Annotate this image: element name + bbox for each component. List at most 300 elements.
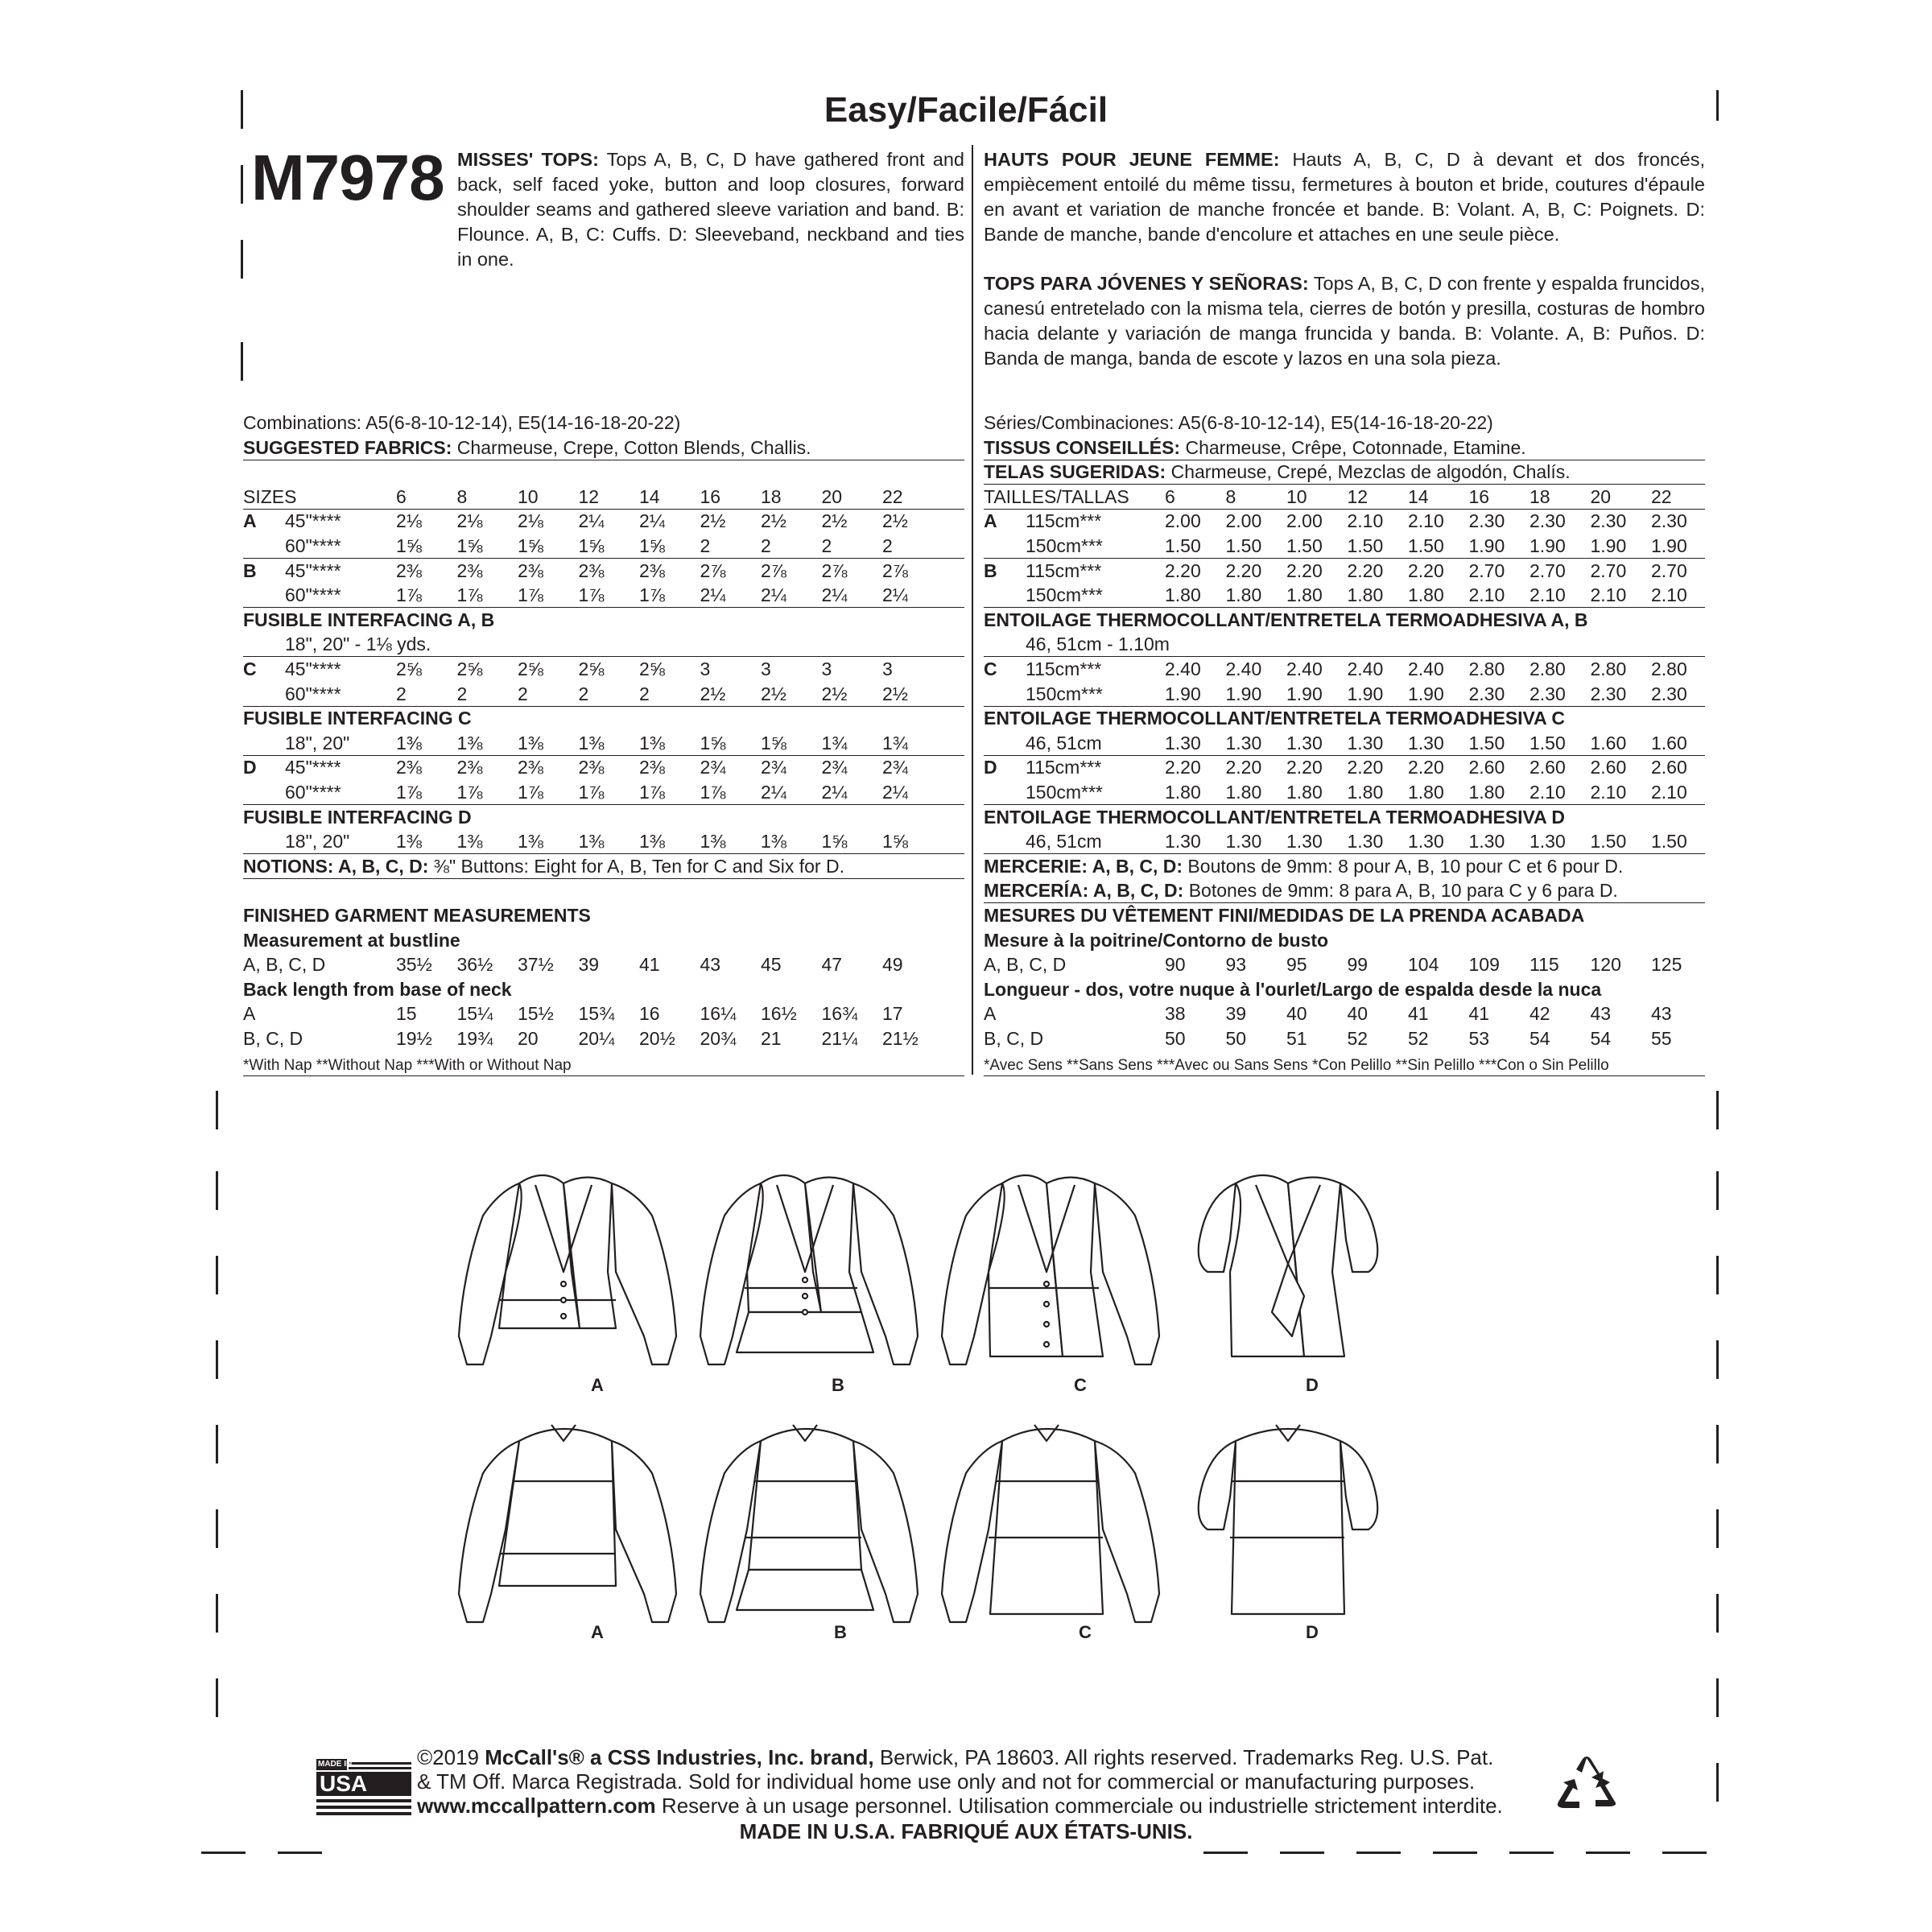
table-cell: 2.70 [1530,559,1566,581]
table-cell: 109 [1468,954,1500,976]
views-label: A [984,1003,997,1025]
back-length-row [243,1026,964,1051]
table-cell: 19½ [396,1028,432,1049]
table-cell: 1⅝ [821,831,848,852]
pattern-code: M7978 [251,142,444,213]
figure-label: B [832,1375,844,1395]
table-cell: 49 [882,954,903,976]
website-link[interactable]: www.mccallpattern.com [417,1794,656,1818]
table-cell: 2¼ [639,510,665,532]
view-c-front [942,1175,1159,1364]
table-cell: 2.10 [1530,782,1566,803]
table-cell: 20¼ [578,1028,615,1049]
table-cell: 2.00 [1286,510,1323,532]
table-cell: 1.50 [1347,535,1384,556]
table-cell: 1.50 [1530,732,1566,753]
table-row [243,559,964,583]
table-cell: 2.20 [1225,559,1262,581]
mercerie-line [984,854,1705,878]
fabric-width: 150cm*** [1026,584,1103,606]
finished-heading [984,903,1705,927]
table-cell: 1.50 [1408,535,1444,556]
table-cell: 1¾ [821,732,848,753]
table-cell: 1.80 [1225,584,1262,606]
description-spanish [984,271,1705,371]
table-cell: 2½ [882,683,908,704]
mercerie-text: Boutons de 9mm: 8 pour A, B, 10 pour C et 6 pour D. [1183,855,1624,877]
back-length-row [984,1001,1705,1026]
table-cell: 2.20 [1347,559,1384,581]
table-cell: 20½ [639,1028,675,1049]
description-french [984,147,1705,247]
finished-label: MESURES DU VÊTEMENT FINI/MEDIDAS DE LA PRENDA ACABADA [984,905,1585,926]
table-cell: 1⅞ [456,782,483,803]
table-cell: 1⅜ [396,732,422,753]
fabric-width: 150cm*** [1026,535,1103,556]
figure-label: D [1306,1622,1319,1642]
views-label: A [243,1003,256,1025]
table-cell: 2⅛ [396,510,422,532]
table-row [984,534,1705,559]
table-cell: 21½ [882,1028,919,1049]
table-cell: 2.00 [1165,510,1201,532]
view-letter: D [243,757,257,778]
table-cell: 2.10 [1347,510,1384,532]
table-cell: 2½ [700,510,726,532]
fabric-width: 115cm*** [1026,510,1102,532]
table-cell: 41 [1468,1003,1490,1025]
table-cell: 1⅝ [518,535,543,556]
table-cell: 16½ [761,1003,797,1025]
description-text: Tops A, B, C, D have gathered front and back, self faced yoke, button and loop closures, forward shoulder seams and gathered sleeve variation and band. B: Flounce. A, B, C: Cuffs. D: Sleeveband, neckband and ties in one. [457,149,964,270]
table-cell: 2⅝ [578,658,605,679]
table-cell: 8 [456,485,468,507]
table-cell: 2.30 [1590,510,1627,532]
table-cell: 1⅝ [882,831,908,852]
description-text: Hauts A, B, C, D à devant et dos froncés, empiècement entoilé du même tissu, fermetures à bouton et bride, coutures d'épaule en avant et variation de manche froncée et bande. B: Volant. A, B, C: Poignets. D: Bande de manche, bande d'encolure et attaches en une seule pièce. [984,149,1706,245]
table-cell: 2.30 [1468,683,1505,704]
table-cell: 1⅞ [578,782,605,803]
table-cell: 2.10 [1651,782,1687,803]
table-cell: 2¾ [821,757,848,778]
description-text: Tops A, B, C, D con frente y espalda fruncidos, canesú entretelado con la misma tela, cierres de botón y presilla, costuras de hombro hacia delante y variación de manga fruncida y banda. B: Volante. A, B: Puños. D: Banda de manga, banda de escote y lazos en una sola pieza. [984,273,1705,369]
table-cell: 43 [1590,1003,1612,1025]
table-cell: 2.20 [1408,559,1444,581]
table-row [243,829,964,854]
table-cell: 1⅜ [639,831,665,852]
interfacing-heading: ENTOILAGE THERMOCOLLANT/ENTRETELA TERMOADHESIVA A, B [984,609,1588,630]
table-cell: 2 [700,535,711,556]
view-a-back [459,1425,676,1622]
table-cell: 52 [1408,1028,1429,1049]
table-cell: 45 [761,954,782,976]
table-cell: 1.80 [1286,584,1323,606]
table-cell: 18 [1530,485,1550,507]
fabric-width: 45"**** [285,658,341,679]
bust-row [984,952,1705,976]
table-cell: 1⅜ [578,831,605,852]
table-cell: 54 [1590,1028,1612,1049]
table-cell: 1¾ [882,732,908,753]
footer-line-3: www.mccallpattern.com Reserve à un usage personnel. Utilisation commerciale ou industrielle strictement interdite. [417,1794,1503,1818]
interfacing-heading-row [243,805,964,829]
table-cell: 2.60 [1590,757,1627,778]
table-cell: 3 [761,658,771,679]
table-cell: 12 [1347,485,1368,507]
table-cell: 1⅞ [578,584,605,606]
fabric-width: 18", 20" - 1⅛ yds. [285,634,431,655]
table-cell: 1⅝ [761,732,786,753]
table-row [243,682,964,707]
table-cell: 55 [1651,1028,1672,1049]
table-cell: 12 [578,485,600,507]
table-cell: 2 [882,535,893,556]
table-cell: 39 [1225,1003,1247,1025]
table-cell: 1⅜ [761,831,786,852]
finished-heading [243,903,964,927]
table-cell: 1.30 [1165,732,1201,753]
bust-row [243,952,964,976]
figure-label: D [1306,1375,1319,1395]
table-cell: 2⅜ [456,757,483,778]
table-row [984,509,1705,533]
fabrics-line [243,436,964,460]
table-cell: 1.30 [1408,732,1444,753]
combinations: Combinations: A5(6-8-10-12-14), E5(14-16-18-20-22) [243,412,681,433]
table-cell: 2¼ [882,782,908,803]
table-row [984,657,1705,681]
table-cell: 1⅝ [639,535,665,556]
merceria-label: MERCERÍA: A, B, C, D: [984,880,1184,902]
footnote: *Avec Sens **Sans Sens ***Avec ou Sans Sens *Con Pelillo **Sin Pelillo ***Con o Sin Pelillo [984,1056,1609,1074]
view-a-front [459,1175,676,1364]
footnote-row [984,1051,1705,1076]
copyright-footer [417,1745,1552,1818]
table-cell: 15¾ [578,1003,615,1025]
table-cell: 1⅜ [518,831,543,852]
table-cell: 1.50 [1468,732,1505,753]
table-cell: 2¼ [882,584,908,606]
table-cell: 2.80 [1651,658,1687,679]
fabric-width: 115cm*** [1026,757,1102,778]
table-cell: 1⅞ [639,782,665,803]
table-cell: 14 [639,485,660,507]
fabric-width: 60"**** [285,584,341,606]
table-row [243,755,964,779]
figure-label: C [1074,1375,1087,1395]
table-cell: 1⅝ [700,732,726,753]
table-cell: 2 [518,683,528,704]
table-cell: 2⅝ [396,658,422,679]
table-cell: 2⅝ [639,658,665,679]
description-heading: HAUTS POUR JEUNE FEMME: [984,149,1280,170]
table-cell: 2 [456,683,468,704]
sizes-header-row [984,485,1705,510]
table-cell: 2⅜ [578,757,605,778]
view-letter: D [984,757,997,778]
table-cell: 20 [821,485,843,507]
table-cell: 20 [518,1028,539,1049]
table-cell: 2¼ [578,510,605,532]
table-cell: 10 [1286,485,1307,507]
table-cell: 2 [821,535,832,556]
table-cell: 99 [1347,954,1368,976]
table-cell: 1⅜ [578,732,605,753]
table-cell: 2 [761,535,771,556]
table-row [984,583,1705,608]
table-cell: 1.30 [1165,831,1201,852]
table-cell: 115 [1530,954,1559,976]
table-cell: 2.30 [1468,510,1505,532]
footnote: *With Nap **Without Nap ***With or Without Nap [243,1056,572,1074]
table-cell: 1.80 [1347,584,1384,606]
table-cell: 1.50 [1225,535,1262,556]
fabric-width: 46, 51cm - 1.10m [1026,634,1170,655]
table-cell: 54 [1530,1028,1550,1049]
table-cell: 2⅞ [882,559,908,581]
table-row [984,780,1705,805]
views-label: A, B, C, D [243,954,326,976]
view-letter: A [984,510,997,532]
table-cell: 2.20 [1286,757,1323,778]
table-cell: 2.80 [1530,658,1566,679]
column-divider [972,145,973,1075]
table-cell: 1.30 [1408,831,1444,852]
table-cell: 104 [1408,954,1439,976]
table-cell: 2.10 [1590,584,1627,606]
table-cell: 2½ [761,683,786,704]
table-cell: 1.90 [1286,683,1323,704]
table-cell: 2.70 [1651,559,1687,581]
table-cell: 1.90 [1468,535,1505,556]
table-cell: 1⅜ [639,732,665,753]
table-cell: 1⅜ [700,831,726,852]
fabrics-line-fr [984,436,1705,460]
table-cell: 2¾ [700,757,726,778]
description-heading: MISSES' TOPS: [457,149,599,170]
table-cell: 1.90 [1165,683,1201,704]
table-cell: 2½ [882,510,908,532]
table-cell: 2.10 [1590,782,1627,803]
badge-top-text: MADE IN [318,1760,353,1769]
table-cell: 2⅝ [456,658,483,679]
table-cell: 1.90 [1590,535,1627,556]
table-cell: 2.30 [1590,683,1627,704]
table-cell: 2⅜ [639,757,665,778]
table-cell: 90 [1165,954,1186,976]
table-row [243,534,964,559]
notions-label: NOTIONS: A, B, C, D: [243,855,429,877]
table-cell: 2.10 [1530,584,1566,606]
table-cell: 1.90 [1225,683,1262,704]
table-cell: 1.80 [1225,782,1262,803]
table-cell: 1⅞ [396,782,422,803]
view-b-front [700,1175,918,1364]
table-cell: 2.60 [1468,757,1505,778]
table-cell: 2⅜ [639,559,665,581]
fabrics-line-es [984,460,1705,485]
table-cell: 37½ [518,954,554,976]
table-cell: 1.80 [1286,782,1323,803]
figure-label: C [1079,1622,1092,1642]
table-cell: 21¼ [821,1028,858,1049]
fabric-width: 60"**** [285,535,341,556]
table-row [984,731,1705,756]
view-c-back [942,1425,1159,1622]
fabric-width: 18", 20" [285,732,350,753]
table-cell: 1⅝ [396,535,422,556]
back-heading [243,977,964,1001]
table-cell: 2¾ [882,757,908,778]
table-cell: 2.30 [1651,510,1687,532]
table-cell: 1⅞ [518,782,543,803]
table-cell: 2.80 [1590,658,1627,679]
fabric-width: 18", 20" [285,831,350,852]
table-cell: 2.20 [1347,757,1384,778]
back-label: Longueur - dos, votre nuque à l'ourlet/Largo de espalda desde la nuca [984,978,1602,1000]
footer-line-1: ©2019 McCall's® a CSS Industries, Inc. brand, Berwick, PA 18603. All rights reserved. Trademarks Reg. U.S. Pat. [417,1745,1494,1769]
interfacing-heading: ENTOILAGE THERMOCOLLANT/ENTRETELA TERMOADHESIVA D [984,806,1565,828]
interfacing-heading-row [984,706,1705,730]
table-cell: 41 [1408,1003,1429,1025]
table-cell: 1.50 [1651,831,1687,852]
table-cell: 1.80 [1408,584,1444,606]
fabrics-text: Charmeuse, Crepé, Mezclas de algodón, Chalís. [1166,461,1571,483]
table-cell: 2¾ [761,757,786,778]
table-cell: 17 [882,1003,903,1025]
table-cell: 2⅜ [456,559,483,581]
fabric-width: 115cm*** [1026,658,1102,679]
interfacing-heading: FUSIBLE INTERFACING A, B [243,609,495,630]
description-english [457,147,964,272]
table-cell: 1.30 [1347,831,1384,852]
table-cell: 2⅞ [761,559,786,581]
fabric-width: 45"**** [285,559,341,581]
table-cell: 2.20 [1408,757,1444,778]
views-label: A, B, C, D [984,954,1067,976]
fabric-width: 150cm*** [1026,782,1103,803]
finished-label: FINISHED GARMENT MEASUREMENTS [243,905,591,926]
interfacing-heading: FUSIBLE INTERFACING C [243,708,472,729]
table-cell: 2.60 [1651,757,1687,778]
interfacing-heading-row [243,706,964,730]
table-cell: 2.40 [1225,658,1262,679]
table-cell: 1.80 [1165,782,1201,803]
table-cell: 20 [1590,485,1612,507]
bust-heading [984,928,1705,952]
table-cell: 2.30 [1530,510,1566,532]
table-cell: 2⅝ [518,658,543,679]
bust-label: Mesure à la poitrine/Contorno de busto [984,929,1329,951]
figure-label: A [591,1622,604,1642]
table-cell: 95 [1286,954,1307,976]
table-row [243,731,964,756]
table-cell: 1.50 [1286,535,1323,556]
table-cell: 16¾ [821,1003,858,1025]
combinations: Séries/Combinaciones: A5(6-8-10-12-14), E5(14-16-18-20-22) [984,412,1493,433]
combinations-line [984,411,1705,435]
back-heading [984,977,1705,1001]
table-cell: 2⅞ [821,559,848,581]
fabrics-label: SUGGESTED FABRICS: [243,436,452,458]
table-cell: 2½ [700,683,726,704]
table-cell: 1.50 [1590,831,1627,852]
view-letter: C [243,658,257,679]
fabric-width: 60"**** [285,683,341,704]
table-cell: 2.20 [1225,757,1262,778]
table-row [243,780,964,805]
fabric-width: 46, 51cm [1026,732,1102,753]
table-cell: 1⅞ [518,584,543,606]
table-cell: 2 [578,683,589,704]
back-length-row [243,1001,964,1026]
table-cell: 6 [396,485,407,507]
table-cell: 1.30 [1468,831,1505,852]
table-cell: 2¼ [761,584,786,606]
table-cell: 2.30 [1530,683,1566,704]
table-cell: 1.30 [1530,831,1566,852]
table-cell: 40 [1286,1003,1307,1025]
fabrics-label: TISSUS CONSEILLÉS: [984,436,1181,458]
table-cell: 2.80 [1468,658,1505,679]
table-cell: 2¼ [761,782,786,803]
merceria-line [984,878,1705,903]
table-cell: 1.90 [1408,683,1444,704]
figure-label: A [591,1375,604,1395]
table-cell: 1⅞ [700,782,726,803]
table-cell: 2⅜ [518,757,543,778]
view-letter: C [984,658,997,679]
table-row [984,829,1705,854]
table-cell: 2 [396,683,407,704]
view-letter: A [243,510,257,532]
table-cell: 22 [1651,485,1672,507]
table-cell: 16 [639,1003,660,1025]
table-cell: 2.20 [1165,757,1201,778]
sizes-header-row [243,485,964,510]
table-cell: 50 [1225,1028,1247,1049]
interfacing-heading-row [984,608,1705,632]
table-cell: 16¼ [700,1003,737,1025]
table-cell: 2.20 [1286,559,1323,581]
table-cell: 21 [761,1028,782,1049]
fabrics-text: Charmeuse, Crêpe, Cotonnade, Etamine. [1180,436,1526,458]
table-cell: 1.30 [1225,732,1262,753]
table-cell: 2½ [821,683,848,704]
table-cell: 22 [882,485,903,507]
view-d-front [1199,1175,1378,1356]
table-cell: 1.90 [1347,683,1384,704]
table-cell: 15¼ [456,1003,493,1025]
table-cell: 14 [1408,485,1429,507]
table-cell: 1.90 [1651,535,1687,556]
table-row [984,755,1705,779]
back-length-row [984,1026,1705,1051]
table-cell: 2⅛ [518,510,543,532]
table-cell: 1.50 [1165,535,1201,556]
fabric-width: 45"**** [285,510,341,532]
table-cell: 43 [1651,1003,1672,1025]
table-cell: 47 [821,954,843,976]
fabrics-label: TELAS SUGERIDAS: [984,461,1166,483]
table-cell: 1⅜ [518,732,543,753]
table-cell: 2.20 [1165,559,1201,581]
table-cell: 2 [639,683,650,704]
table-cell: 1.60 [1651,732,1687,753]
page-title: Easy/Facile/Fácil [824,90,1108,130]
table-cell: 1⅞ [639,584,665,606]
table-cell: 6 [1165,485,1175,507]
